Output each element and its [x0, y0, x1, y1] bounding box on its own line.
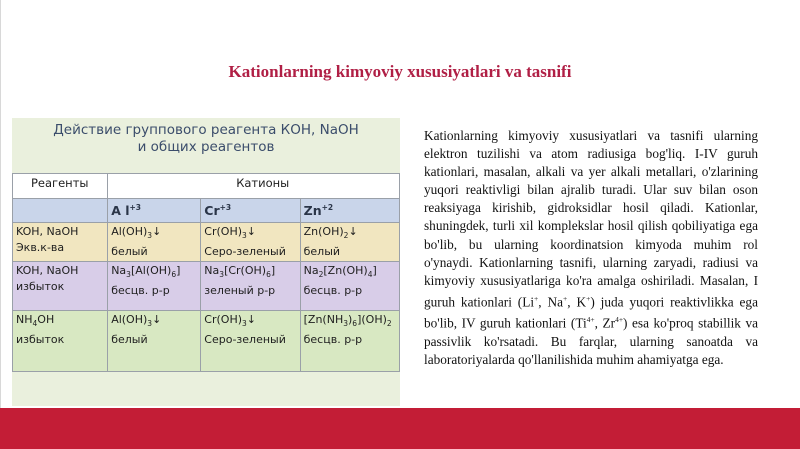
cation-cell: A $l^{+3}$ — [108, 199, 201, 223]
product-cell: $Al(OH)_3↓$ белый — [108, 223, 201, 262]
product-cell: $Cr(OH)_3↓$ Серо-зеленый — [201, 311, 300, 372]
reagent-cell: $NH_4OH$ избыток — [13, 311, 108, 372]
slide-body-text: Kationlarning kimyoviy xususiyatlari va tasnifi ularning elektron tuzilishi va atom radiusiga bog'liq. I-IV guruh kationlari, masalan, alkali va yer alkali metallari, o'zlarining yuqori reaktivligi bilan ajralib turadi. Ular suv bilan oson reaksiyaga kirishib, gidroksidlar hosil qiladi. Kationlar, shuningdek, turli xil komplekslar hosil qilish qobiliyatiga ega bo'lib, bu ularning koordinatsion kimyoda muhim rol o'ynaydi. Kationlarning tasnifi, ularning zaryadi, radiusi va kimyoviy xususiyatlariga ko'ra amalga oshiriladi. Masalan, I guruh kationlari (Li+, Na+, K+) juda yuqori reaktivlikka ega bo'lib, IV guruh kationlari ($Ti^{4+}$, $Zr^{4+}$) esa ko'proq stabillik va passivlik ko'rsatadi. Bu farqlar, ularning sanoatda va laboratoriyalarda qo'llanilishida muhim ahamiyatga ega. — [424, 128, 758, 367]
reagent-cell: KOH, NaOH избыток — [13, 262, 108, 311]
bottom-bar — [0, 408, 800, 449]
cation-cell: $Cr^{+3}$ — [201, 199, 300, 223]
product-cell: $Na_2[Zn(OH)_4]$ бесцв. р-р — [300, 262, 399, 311]
table-heading — [12, 118, 400, 173]
table-row — [13, 262, 400, 311]
slide-title: Kationlarning kimyoviy xususiyatlari va tasnifi — [228, 62, 572, 81]
product-cell: $Na_3[Cr(OH)_6]$ зеленый р-р — [201, 262, 300, 311]
product-cell: $Cr(OH)_3↓$ Серо-зеленый — [201, 223, 300, 262]
table-heading-line-1: Действие группового реагента КОН, NaOH — [53, 122, 359, 138]
cation-row — [13, 199, 400, 223]
header-cations: Катионы — [108, 174, 400, 199]
table-header-row — [13, 174, 400, 199]
product-cell: $Na_3[Al(OH)_6]$ бесцв. р-р — [108, 262, 201, 311]
product-cell: $[Zn(NH_3)_6](OH)_2$ бесцв. р-р — [300, 311, 399, 372]
reagent-table-image — [12, 118, 400, 406]
reagent-cell: KOH, NaOH Экв.к-ва — [13, 223, 108, 262]
product-cell: $Zn(OH)_2↓$ белый — [300, 223, 399, 262]
table-heading-line-2: и общих реагентов — [137, 139, 275, 155]
reagent-table — [12, 173, 400, 372]
table-row — [13, 223, 400, 262]
header-reagents: Реагенты — [13, 174, 108, 199]
cation-blank-cell — [13, 199, 108, 223]
cation-cell: $Zn^{+2}$ — [300, 199, 399, 223]
table-row — [13, 311, 400, 372]
product-cell: $Al(OH)_3↓$ белый — [108, 311, 201, 372]
